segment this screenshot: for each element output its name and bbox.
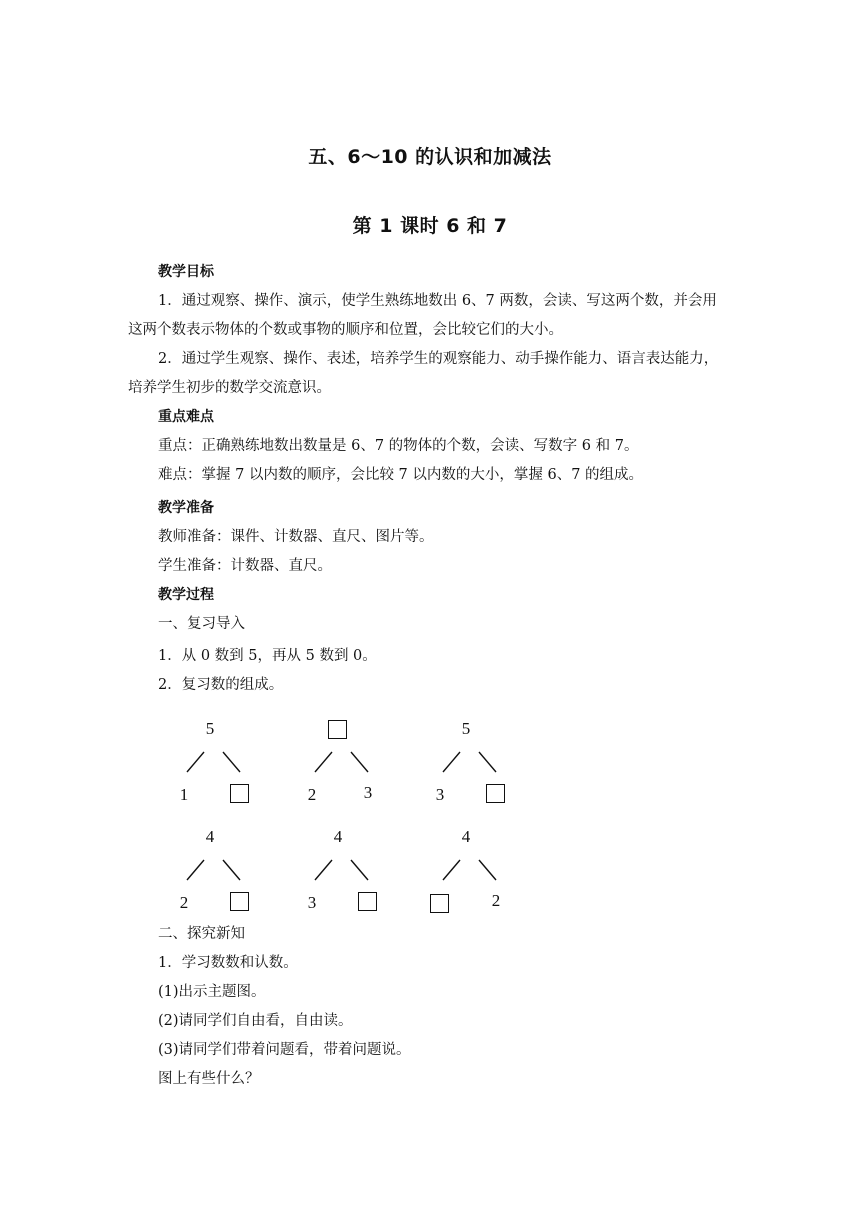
branch-line xyxy=(187,860,204,880)
tree-right-number: 2 xyxy=(491,891,501,910)
tree-left-number: 3 xyxy=(307,893,317,912)
explore-step-1b: (2)请同学们自由看，自由读。 xyxy=(158,1013,353,1029)
tree-left-number: 2 xyxy=(307,785,317,804)
branch-line xyxy=(315,860,332,880)
tree-top-number: 5 xyxy=(205,719,215,738)
tree-right-number: 3 xyxy=(363,783,373,802)
composition-tree xyxy=(300,824,420,914)
goal-1-line-2: 这两个数表示物体的个数或事物的顺序和位置，会比较它们的大小。 xyxy=(128,322,563,338)
composition-tree xyxy=(172,824,292,914)
difficult-point: 难点：掌握 7 以内数的顺序，会比较 7 以内数的大小，掌握 6、7 的组成。 xyxy=(158,467,644,483)
tree-left-number: 3 xyxy=(435,785,445,804)
explore-step-1: 1．学习数数和认数。 xyxy=(158,955,298,971)
tree-right-blank-box xyxy=(358,892,377,911)
branch-line xyxy=(315,752,332,772)
tree-left-blank-box xyxy=(430,894,449,913)
review-step-1: 1．从 0 数到 5，再从 5 数到 0。 xyxy=(158,648,377,664)
section-review: 一、复习导入 xyxy=(158,616,245,632)
heading-key-points: 重点难点 xyxy=(158,409,214,425)
tree-top-number: 4 xyxy=(461,827,471,846)
tree-top-blank-box xyxy=(328,720,347,739)
goal-2-line-1: 2．通过学生观察、操作、表述，培养学生的观察能力、动手操作能力、语言表达能力， xyxy=(158,351,719,367)
tree-left-number: 1 xyxy=(179,785,189,804)
tree-top-number: 5 xyxy=(461,719,471,738)
section-explore: 二、探究新知 xyxy=(158,926,245,942)
page-title: 五、6～10 的认识和加减法 xyxy=(308,146,552,168)
composition-tree xyxy=(172,716,292,806)
composition-tree xyxy=(428,716,548,806)
branch-line xyxy=(351,860,368,880)
teacher-preparation: 教师准备：课件、计数器、直尺、图片等。 xyxy=(158,529,434,545)
tree-right-blank-box xyxy=(486,784,505,803)
key-point: 重点：正确熟练地数出数量是 6、7 的物体的个数，会读、写数字 6 和 7。 xyxy=(158,438,639,454)
branch-line xyxy=(351,752,368,772)
composition-tree xyxy=(428,824,548,914)
goal-1-line-1: 1．通过观察、操作、演示，使学生熟练地数出 6、7 两数，会读、写这两个数，并会用 xyxy=(158,293,717,309)
branch-line xyxy=(479,752,496,772)
tree-right-blank-box xyxy=(230,784,249,803)
goal-2-line-2: 培养学生初步的数学交流意识。 xyxy=(128,380,331,396)
explore-question: 图上有些什么？ xyxy=(158,1071,260,1087)
tree-left-number: 2 xyxy=(179,893,189,912)
branch-line xyxy=(479,860,496,880)
heading-process: 教学过程 xyxy=(158,587,214,603)
tree-top-number: 4 xyxy=(333,827,343,846)
lesson-subtitle: 第 1 课时 6 和 7 xyxy=(352,215,508,237)
branch-line xyxy=(443,752,460,772)
explore-step-1a: (1)出示主题图。 xyxy=(158,984,266,1000)
heading-goals: 教学目标 xyxy=(158,264,214,280)
student-preparation: 学生准备：计数器、直尺。 xyxy=(158,558,332,574)
explore-step-1c: (3)请同学们带着问题看，带着问题说。 xyxy=(158,1042,411,1058)
branch-line xyxy=(443,860,460,880)
branch-line xyxy=(223,752,240,772)
review-step-2: 2．复习数的组成。 xyxy=(158,677,284,693)
tree-right-blank-box xyxy=(230,892,249,911)
branch-line xyxy=(223,860,240,880)
branch-line xyxy=(187,752,204,772)
heading-preparation: 教学准备 xyxy=(158,500,214,516)
composition-tree xyxy=(300,716,420,806)
tree-top-number: 4 xyxy=(205,827,215,846)
